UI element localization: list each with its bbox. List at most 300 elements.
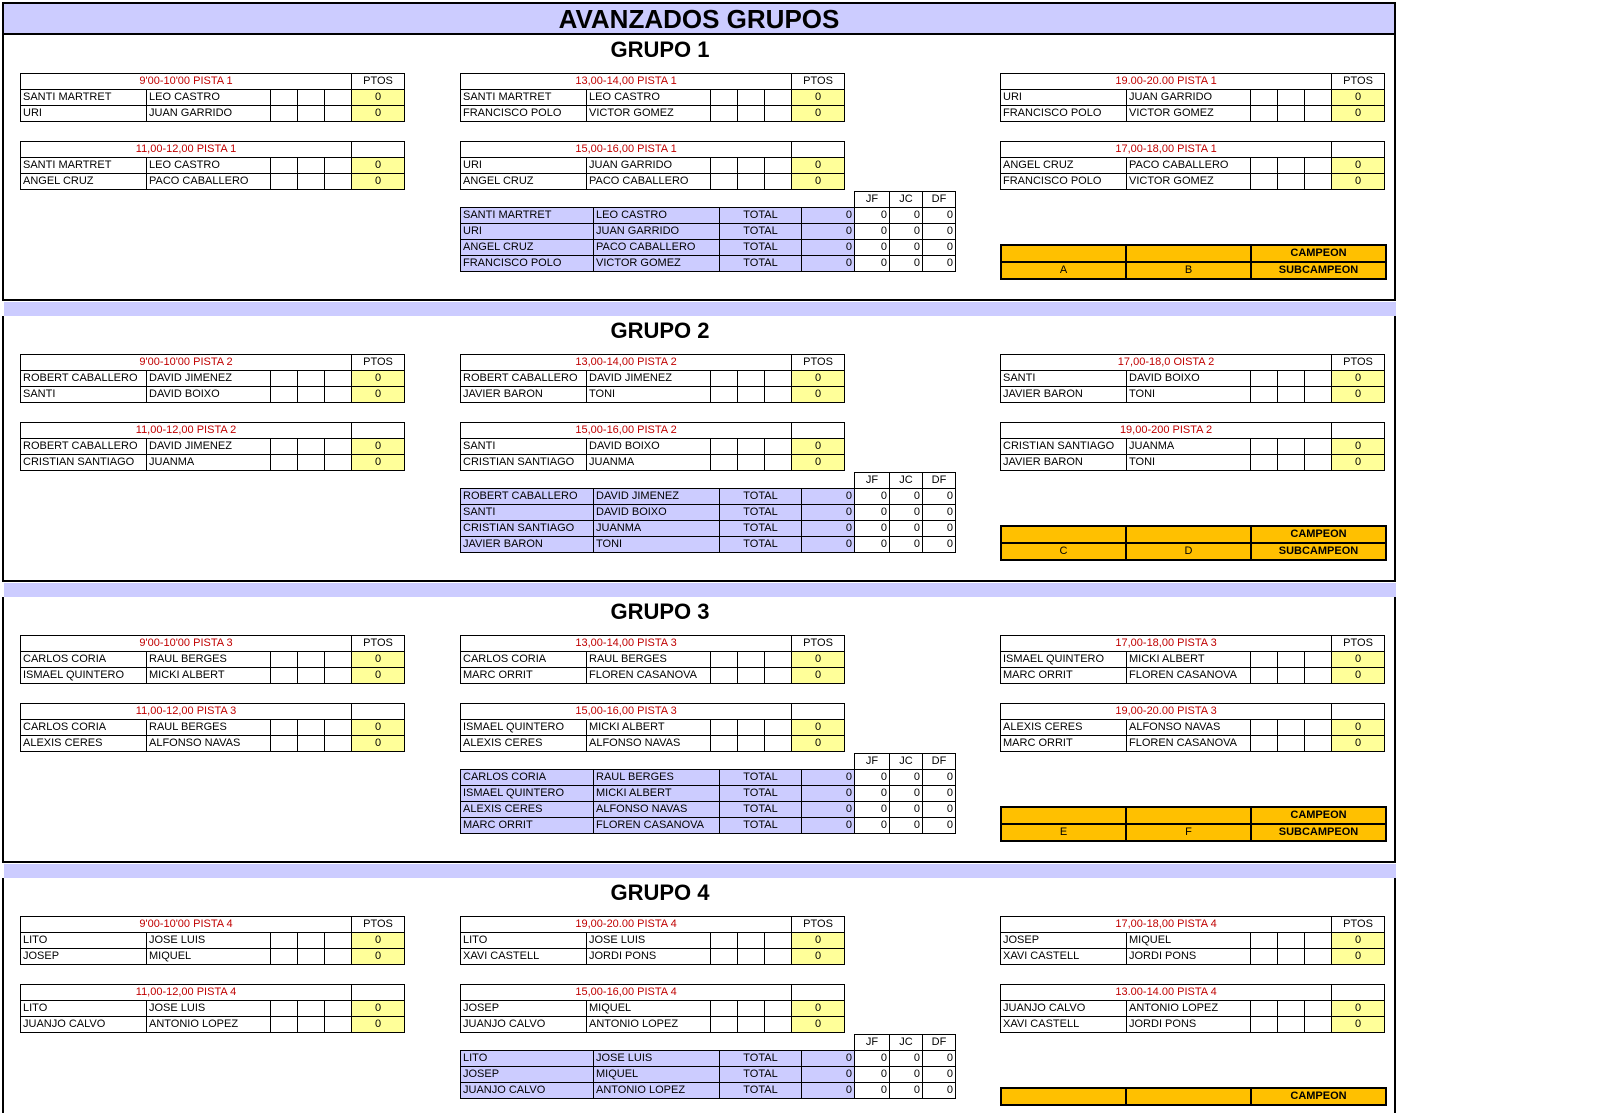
score-cell[interactable]: [1278, 949, 1305, 965]
champion-cell[interactable]: [1126, 1088, 1251, 1105]
score-cell[interactable]: [271, 90, 298, 106]
score-cell[interactable]: [1278, 90, 1305, 106]
score-cell[interactable]: [1251, 158, 1278, 174]
score-cell[interactable]: [711, 106, 738, 122]
player-cell[interactable]: ANTONIO LOPEZ: [1127, 1001, 1251, 1017]
points-cell[interactable]: 0: [1332, 90, 1385, 106]
score-cell[interactable]: [271, 933, 298, 949]
player-cell[interactable]: JORDI PONS: [1127, 1017, 1251, 1033]
champion-cell[interactable]: [1001, 1088, 1126, 1105]
score-cell[interactable]: [1305, 736, 1332, 752]
score-cell[interactable]: [738, 652, 765, 668]
score-cell[interactable]: [1278, 933, 1305, 949]
score-cell[interactable]: [325, 949, 352, 965]
points-cell[interactable]: 0: [792, 1017, 845, 1033]
player-cell[interactable]: SANTI: [1001, 371, 1127, 387]
points-cell[interactable]: 0: [1332, 455, 1385, 471]
points-cell[interactable]: 0: [352, 387, 405, 403]
player-cell[interactable]: ISMAEL QUINTERO: [1001, 652, 1127, 668]
score-cell[interactable]: [298, 720, 325, 736]
points-cell[interactable]: 0: [1332, 933, 1385, 949]
score-cell[interactable]: [325, 90, 352, 106]
score-cell[interactable]: [711, 90, 738, 106]
score-cell[interactable]: [711, 668, 738, 684]
points-cell[interactable]: 0: [792, 1001, 845, 1017]
score-cell[interactable]: [271, 106, 298, 122]
points-cell[interactable]: 0: [792, 158, 845, 174]
player-cell[interactable]: URI: [1001, 90, 1127, 106]
points-cell[interactable]: 0: [1332, 158, 1385, 174]
score-cell[interactable]: [271, 668, 298, 684]
player-cell[interactable]: MIQUEL: [1127, 933, 1251, 949]
score-cell[interactable]: [325, 933, 352, 949]
player-cell[interactable]: URI: [21, 106, 147, 122]
score-cell[interactable]: [325, 371, 352, 387]
champion-cell[interactable]: [1126, 526, 1251, 543]
player-cell[interactable]: ROBERT CABALLERO: [461, 371, 587, 387]
player-cell[interactable]: DAVID BOIXO: [147, 387, 271, 403]
score-cell[interactable]: [298, 933, 325, 949]
score-cell[interactable]: [711, 387, 738, 403]
player-cell[interactable]: LITO: [21, 1001, 147, 1017]
player-cell[interactable]: ISMAEL QUINTERO: [461, 720, 587, 736]
score-cell[interactable]: [298, 174, 325, 190]
player-cell[interactable]: JOSE LUIS: [587, 933, 711, 949]
score-cell[interactable]: [1305, 439, 1332, 455]
player-cell[interactable]: JAVIER BARON: [1001, 455, 1127, 471]
finalist-b[interactable]: D: [1126, 543, 1251, 560]
score-cell[interactable]: [1251, 1017, 1278, 1033]
points-cell[interactable]: 0: [1332, 736, 1385, 752]
score-cell[interactable]: [298, 652, 325, 668]
player-cell[interactable]: JUAN GARRIDO: [1127, 90, 1251, 106]
points-cell[interactable]: 0: [792, 720, 845, 736]
player-cell[interactable]: CARLOS CORIA: [461, 652, 587, 668]
player-cell[interactable]: VICTOR GOMEZ: [1127, 174, 1251, 190]
finalist-a[interactable]: E: [1001, 824, 1126, 841]
score-cell[interactable]: [711, 174, 738, 190]
score-cell[interactable]: [298, 736, 325, 752]
finalist-a[interactable]: C: [1001, 543, 1126, 560]
score-cell[interactable]: [271, 736, 298, 752]
player-cell[interactable]: ALFONSO NAVAS: [147, 736, 271, 752]
score-cell[interactable]: [765, 652, 792, 668]
score-cell[interactable]: [325, 158, 352, 174]
score-cell[interactable]: [1278, 1017, 1305, 1033]
player-cell[interactable]: JUAN GARRIDO: [587, 158, 711, 174]
points-cell[interactable]: 0: [352, 668, 405, 684]
player-cell[interactable]: ANGEL CRUZ: [461, 174, 587, 190]
points-cell[interactable]: 0: [352, 1001, 405, 1017]
player-cell[interactable]: SANTI: [461, 439, 587, 455]
player-cell[interactable]: JAVIER BARON: [1001, 387, 1127, 403]
score-cell[interactable]: [765, 1017, 792, 1033]
player-cell[interactable]: ROBERT CABALLERO: [21, 439, 147, 455]
score-cell[interactable]: [711, 371, 738, 387]
score-cell[interactable]: [1251, 439, 1278, 455]
score-cell[interactable]: [298, 106, 325, 122]
score-cell[interactable]: [738, 158, 765, 174]
champion-cell[interactable]: [1001, 526, 1126, 543]
score-cell[interactable]: [765, 90, 792, 106]
score-cell[interactable]: [271, 455, 298, 471]
score-cell[interactable]: [271, 174, 298, 190]
points-cell[interactable]: 0: [352, 371, 405, 387]
score-cell[interactable]: [298, 158, 325, 174]
score-cell[interactable]: [765, 158, 792, 174]
player-cell[interactable]: PACO CABALLERO: [147, 174, 271, 190]
player-cell[interactable]: SANTI: [21, 387, 147, 403]
points-cell[interactable]: 0: [792, 455, 845, 471]
score-cell[interactable]: [1278, 106, 1305, 122]
player-cell[interactable]: JUAN GARRIDO: [147, 106, 271, 122]
points-cell[interactable]: 0: [352, 174, 405, 190]
score-cell[interactable]: [298, 439, 325, 455]
score-cell[interactable]: [765, 949, 792, 965]
player-cell[interactable]: JOSEP: [21, 949, 147, 965]
player-cell[interactable]: DAVID JIMENEZ: [147, 371, 271, 387]
score-cell[interactable]: [325, 455, 352, 471]
score-cell[interactable]: [271, 652, 298, 668]
score-cell[interactable]: [1251, 455, 1278, 471]
score-cell[interactable]: [738, 439, 765, 455]
score-cell[interactable]: [765, 371, 792, 387]
player-cell[interactable]: TONI: [1127, 455, 1251, 471]
score-cell[interactable]: [738, 668, 765, 684]
player-cell[interactable]: JORDI PONS: [587, 949, 711, 965]
score-cell[interactable]: [1251, 174, 1278, 190]
champion-cell[interactable]: [1126, 245, 1251, 262]
score-cell[interactable]: [711, 933, 738, 949]
score-cell[interactable]: [1278, 652, 1305, 668]
score-cell[interactable]: [711, 1001, 738, 1017]
player-cell[interactable]: MIQUEL: [147, 949, 271, 965]
points-cell[interactable]: 0: [352, 949, 405, 965]
points-cell[interactable]: 0: [1332, 668, 1385, 684]
points-cell[interactable]: 0: [792, 106, 845, 122]
score-cell[interactable]: [738, 106, 765, 122]
points-cell[interactable]: 0: [1332, 720, 1385, 736]
points-cell[interactable]: 0: [352, 720, 405, 736]
score-cell[interactable]: [271, 371, 298, 387]
points-cell[interactable]: 0: [1332, 652, 1385, 668]
score-cell[interactable]: [271, 439, 298, 455]
points-cell[interactable]: 0: [792, 949, 845, 965]
player-cell[interactable]: MICKI ALBERT: [587, 720, 711, 736]
score-cell[interactable]: [765, 455, 792, 471]
score-cell[interactable]: [1305, 652, 1332, 668]
score-cell[interactable]: [298, 1001, 325, 1017]
player-cell[interactable]: TONI: [587, 387, 711, 403]
player-cell[interactable]: CRISTIAN SANTIAGO: [1001, 439, 1127, 455]
player-cell[interactable]: FRANCISCO POLO: [461, 106, 587, 122]
player-cell[interactable]: CARLOS CORIA: [21, 652, 147, 668]
player-cell[interactable]: MICKI ALBERT: [147, 668, 271, 684]
points-cell[interactable]: 0: [352, 158, 405, 174]
player-cell[interactable]: XAVI CASTELL: [1001, 949, 1127, 965]
player-cell[interactable]: XAVI CASTELL: [461, 949, 587, 965]
player-cell[interactable]: ALEXIS CERES: [1001, 720, 1127, 736]
player-cell[interactable]: MARC ORRIT: [1001, 668, 1127, 684]
points-cell[interactable]: 0: [352, 933, 405, 949]
score-cell[interactable]: [1278, 668, 1305, 684]
score-cell[interactable]: [1278, 387, 1305, 403]
score-cell[interactable]: [711, 652, 738, 668]
player-cell[interactable]: URI: [461, 158, 587, 174]
player-cell[interactable]: VICTOR GOMEZ: [1127, 106, 1251, 122]
points-cell[interactable]: 0: [1332, 106, 1385, 122]
score-cell[interactable]: [325, 174, 352, 190]
score-cell[interactable]: [1305, 90, 1332, 106]
score-cell[interactable]: [325, 106, 352, 122]
player-cell[interactable]: JOSE LUIS: [147, 933, 271, 949]
points-cell[interactable]: 0: [792, 933, 845, 949]
score-cell[interactable]: [1278, 371, 1305, 387]
score-cell[interactable]: [298, 949, 325, 965]
finalist-a[interactable]: A: [1001, 262, 1126, 279]
score-cell[interactable]: [1278, 439, 1305, 455]
points-cell[interactable]: 0: [1332, 949, 1385, 965]
score-cell[interactable]: [1251, 720, 1278, 736]
score-cell[interactable]: [1251, 949, 1278, 965]
points-cell[interactable]: 0: [792, 652, 845, 668]
points-cell[interactable]: 0: [792, 387, 845, 403]
finalist-b[interactable]: B: [1126, 262, 1251, 279]
player-cell[interactable]: CRISTIAN SANTIAGO: [21, 455, 147, 471]
score-cell[interactable]: [1305, 158, 1332, 174]
score-cell[interactable]: [1305, 668, 1332, 684]
score-cell[interactable]: [711, 720, 738, 736]
score-cell[interactable]: [325, 387, 352, 403]
champion-cell[interactable]: [1126, 807, 1251, 824]
score-cell[interactable]: [738, 387, 765, 403]
score-cell[interactable]: [298, 455, 325, 471]
score-cell[interactable]: [711, 736, 738, 752]
player-cell[interactable]: ANTONIO LOPEZ: [587, 1017, 711, 1033]
score-cell[interactable]: [271, 949, 298, 965]
score-cell[interactable]: [738, 174, 765, 190]
player-cell[interactable]: ANGEL CRUZ: [1001, 158, 1127, 174]
score-cell[interactable]: [738, 736, 765, 752]
score-cell[interactable]: [325, 736, 352, 752]
score-cell[interactable]: [1278, 1001, 1305, 1017]
points-cell[interactable]: 0: [792, 439, 845, 455]
player-cell[interactable]: JORDI PONS: [1127, 949, 1251, 965]
score-cell[interactable]: [711, 1017, 738, 1033]
points-cell[interactable]: 0: [352, 652, 405, 668]
score-cell[interactable]: [765, 933, 792, 949]
player-cell[interactable]: SANTI MARTRET: [21, 158, 147, 174]
score-cell[interactable]: [711, 949, 738, 965]
player-cell[interactable]: PACO CABALLERO: [587, 174, 711, 190]
score-cell[interactable]: [298, 668, 325, 684]
score-cell[interactable]: [711, 158, 738, 174]
points-cell[interactable]: 0: [1332, 1017, 1385, 1033]
score-cell[interactable]: [1305, 949, 1332, 965]
points-cell[interactable]: 0: [1332, 174, 1385, 190]
player-cell[interactable]: ROBERT CABALLERO: [21, 371, 147, 387]
champion-cell[interactable]: [1001, 807, 1126, 824]
player-cell[interactable]: XAVI CASTELL: [1001, 1017, 1127, 1033]
score-cell[interactable]: [298, 90, 325, 106]
score-cell[interactable]: [325, 668, 352, 684]
points-cell[interactable]: 0: [1332, 1001, 1385, 1017]
score-cell[interactable]: [325, 1001, 352, 1017]
score-cell[interactable]: [738, 1001, 765, 1017]
score-cell[interactable]: [1251, 90, 1278, 106]
score-cell[interactable]: [1305, 371, 1332, 387]
player-cell[interactable]: LITO: [461, 933, 587, 949]
player-cell[interactable]: JOSEP: [461, 1001, 587, 1017]
player-cell[interactable]: TONI: [1127, 387, 1251, 403]
points-cell[interactable]: 0: [1332, 371, 1385, 387]
player-cell[interactable]: LEO CASTRO: [147, 90, 271, 106]
score-cell[interactable]: [1278, 736, 1305, 752]
points-cell[interactable]: 0: [792, 90, 845, 106]
points-cell[interactable]: 0: [352, 90, 405, 106]
score-cell[interactable]: [1278, 158, 1305, 174]
player-cell[interactable]: JUANMA: [147, 455, 271, 471]
player-cell[interactable]: RAUL BERGES: [587, 652, 711, 668]
player-cell[interactable]: CARLOS CORIA: [21, 720, 147, 736]
player-cell[interactable]: ALFONSO NAVAS: [1127, 720, 1251, 736]
points-cell[interactable]: 0: [352, 1017, 405, 1033]
score-cell[interactable]: [271, 1001, 298, 1017]
score-cell[interactable]: [298, 1017, 325, 1033]
score-cell[interactable]: [738, 90, 765, 106]
player-cell[interactable]: FRANCISCO POLO: [1001, 106, 1127, 122]
player-cell[interactable]: JUANJO CALVO: [461, 1017, 587, 1033]
player-cell[interactable]: ISMAEL QUINTERO: [21, 668, 147, 684]
points-cell[interactable]: 0: [352, 439, 405, 455]
score-cell[interactable]: [738, 455, 765, 471]
player-cell[interactable]: SANTI MARTRET: [461, 90, 587, 106]
score-cell[interactable]: [738, 933, 765, 949]
player-cell[interactable]: RAUL BERGES: [147, 652, 271, 668]
score-cell[interactable]: [298, 371, 325, 387]
player-cell[interactable]: JUANJO CALVO: [1001, 1001, 1127, 1017]
score-cell[interactable]: [1251, 371, 1278, 387]
player-cell[interactable]: JUANJO CALVO: [21, 1017, 147, 1033]
score-cell[interactable]: [1251, 668, 1278, 684]
score-cell[interactable]: [298, 387, 325, 403]
finalist-b[interactable]: F: [1126, 824, 1251, 841]
player-cell[interactable]: ALFONSO NAVAS: [587, 736, 711, 752]
score-cell[interactable]: [1251, 1001, 1278, 1017]
player-cell[interactable]: MARC ORRIT: [461, 668, 587, 684]
player-cell[interactable]: DAVID JIMENEZ: [587, 371, 711, 387]
player-cell[interactable]: MIQUEL: [587, 1001, 711, 1017]
player-cell[interactable]: JOSE LUIS: [147, 1001, 271, 1017]
player-cell[interactable]: VICTOR GOMEZ: [587, 106, 711, 122]
score-cell[interactable]: [738, 1017, 765, 1033]
points-cell[interactable]: 0: [1332, 439, 1385, 455]
points-cell[interactable]: 0: [792, 736, 845, 752]
player-cell[interactable]: ALEXIS CERES: [21, 736, 147, 752]
score-cell[interactable]: [271, 158, 298, 174]
player-cell[interactable]: LEO CASTRO: [147, 158, 271, 174]
score-cell[interactable]: [1305, 720, 1332, 736]
points-cell[interactable]: 0: [792, 174, 845, 190]
score-cell[interactable]: [1305, 1001, 1332, 1017]
score-cell[interactable]: [711, 455, 738, 471]
score-cell[interactable]: [765, 668, 792, 684]
player-cell[interactable]: FLOREN CASANOVA: [587, 668, 711, 684]
score-cell[interactable]: [1251, 652, 1278, 668]
score-cell[interactable]: [1305, 933, 1332, 949]
player-cell[interactable]: FRANCISCO POLO: [1001, 174, 1127, 190]
champion-cell[interactable]: [1001, 245, 1126, 262]
score-cell[interactable]: [325, 1017, 352, 1033]
points-cell[interactable]: 0: [352, 736, 405, 752]
player-cell[interactable]: CRISTIAN SANTIAGO: [461, 455, 587, 471]
points-cell[interactable]: 0: [352, 106, 405, 122]
score-cell[interactable]: [271, 387, 298, 403]
player-cell[interactable]: MICKI ALBERT: [1127, 652, 1251, 668]
player-cell[interactable]: FLOREN CASANOVA: [1127, 736, 1251, 752]
player-cell[interactable]: DAVID BOIXO: [1127, 371, 1251, 387]
score-cell[interactable]: [765, 106, 792, 122]
score-cell[interactable]: [1305, 387, 1332, 403]
score-cell[interactable]: [711, 439, 738, 455]
player-cell[interactable]: LITO: [21, 933, 147, 949]
score-cell[interactable]: [765, 174, 792, 190]
player-cell[interactable]: FLOREN CASANOVA: [1127, 668, 1251, 684]
score-cell[interactable]: [1278, 455, 1305, 471]
player-cell[interactable]: DAVID BOIXO: [587, 439, 711, 455]
player-cell[interactable]: PACO CABALLERO: [1127, 158, 1251, 174]
score-cell[interactable]: [765, 736, 792, 752]
score-cell[interactable]: [1251, 933, 1278, 949]
points-cell[interactable]: 0: [352, 455, 405, 471]
score-cell[interactable]: [765, 1001, 792, 1017]
score-cell[interactable]: [738, 720, 765, 736]
score-cell[interactable]: [1305, 174, 1332, 190]
score-cell[interactable]: [738, 371, 765, 387]
score-cell[interactable]: [1305, 455, 1332, 471]
score-cell[interactable]: [271, 1017, 298, 1033]
player-cell[interactable]: JUANMA: [1127, 439, 1251, 455]
score-cell[interactable]: [325, 720, 352, 736]
player-cell[interactable]: JUANMA: [587, 455, 711, 471]
score-cell[interactable]: [765, 387, 792, 403]
player-cell[interactable]: ANGEL CRUZ: [21, 174, 147, 190]
player-cell[interactable]: JOSEP: [1001, 933, 1127, 949]
score-cell[interactable]: [1278, 174, 1305, 190]
score-cell[interactable]: [738, 949, 765, 965]
score-cell[interactable]: [1251, 387, 1278, 403]
score-cell[interactable]: [271, 720, 298, 736]
player-cell[interactable]: ALEXIS CERES: [461, 736, 587, 752]
score-cell[interactable]: [1251, 736, 1278, 752]
score-cell[interactable]: [325, 439, 352, 455]
player-cell[interactable]: DAVID JIMENEZ: [147, 439, 271, 455]
player-cell[interactable]: LEO CASTRO: [587, 90, 711, 106]
player-cell[interactable]: SANTI MARTRET: [21, 90, 147, 106]
score-cell[interactable]: [1251, 106, 1278, 122]
player-cell[interactable]: MARC ORRIT: [1001, 736, 1127, 752]
score-cell[interactable]: [1305, 106, 1332, 122]
score-cell[interactable]: [325, 652, 352, 668]
player-cell[interactable]: ANTONIO LOPEZ: [147, 1017, 271, 1033]
score-cell[interactable]: [765, 720, 792, 736]
player-cell[interactable]: RAUL BERGES: [147, 720, 271, 736]
player-cell[interactable]: JAVIER BARON: [461, 387, 587, 403]
points-cell[interactable]: 0: [792, 371, 845, 387]
score-cell[interactable]: [765, 439, 792, 455]
score-cell[interactable]: [1305, 1017, 1332, 1033]
points-cell[interactable]: 0: [792, 668, 845, 684]
